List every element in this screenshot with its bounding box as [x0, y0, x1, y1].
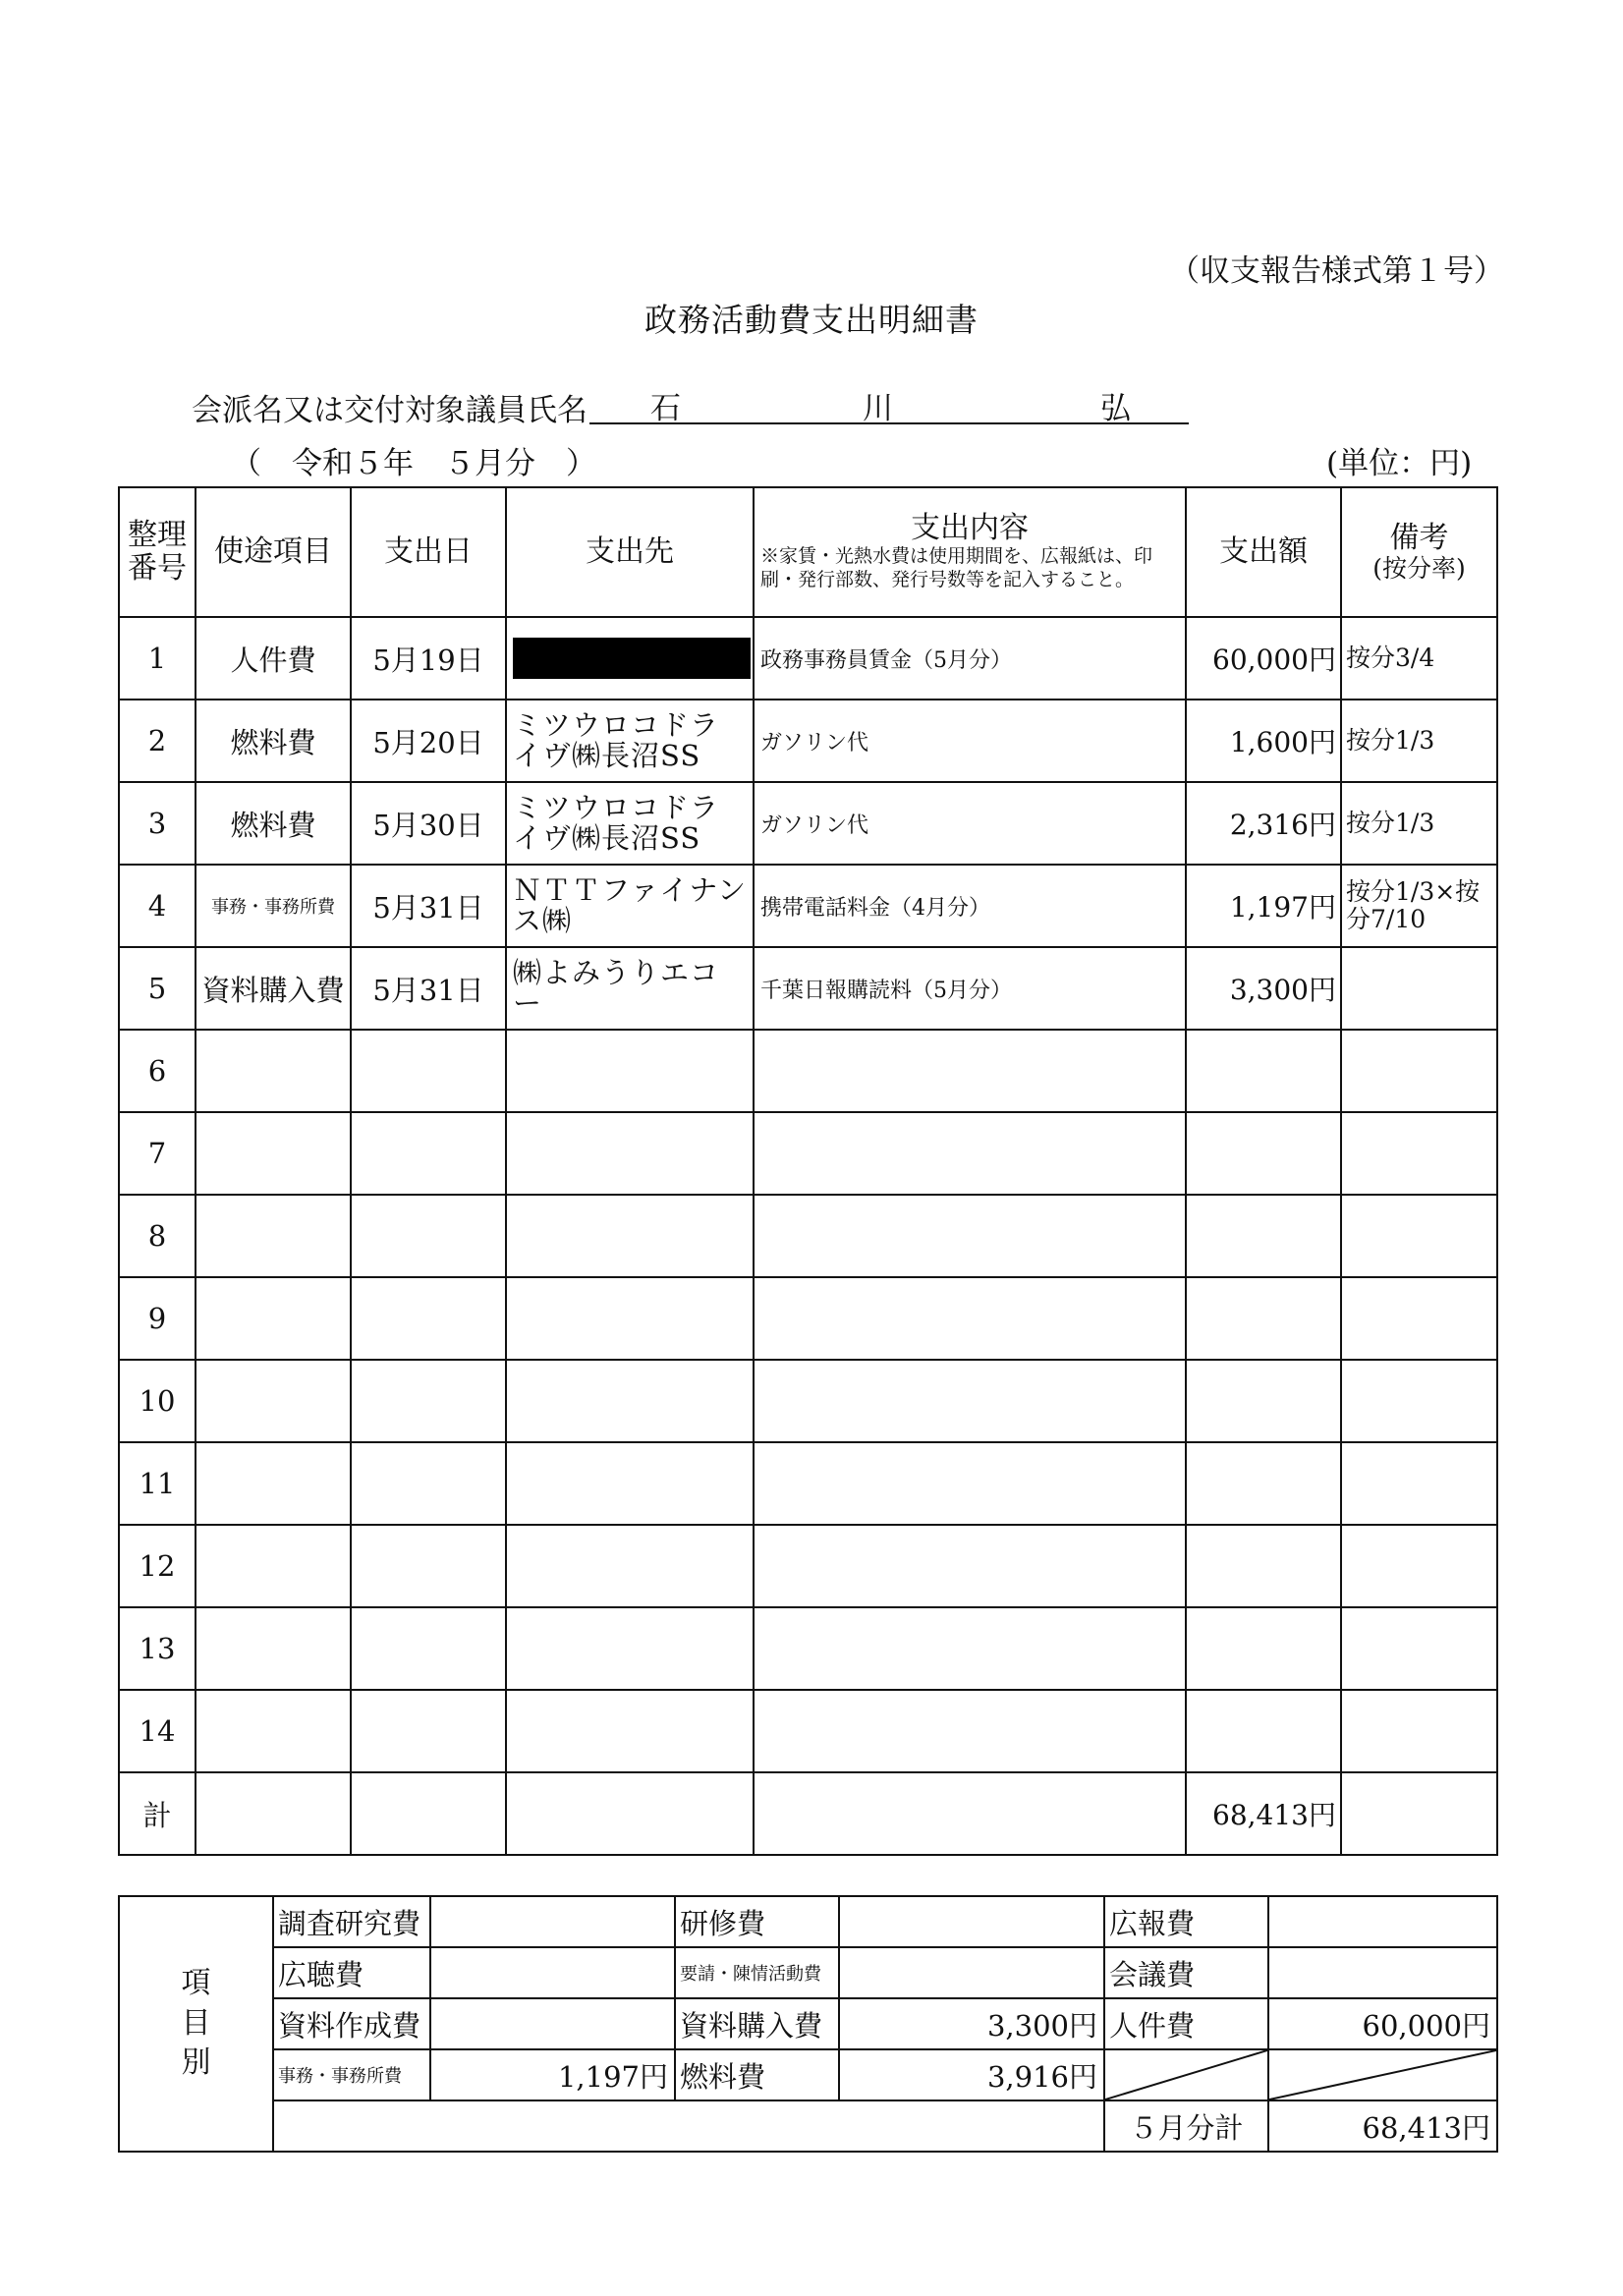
summary-row — [119, 1947, 1497, 1998]
header-amount: 支出額 — [1186, 487, 1341, 617]
month-total-value: 68,413円 — [1268, 2100, 1497, 2152]
row-amount: 1,600円 — [1186, 700, 1341, 782]
row-description — [754, 1442, 1186, 1525]
row-number: 8 — [119, 1195, 196, 1277]
row-description — [754, 1525, 1186, 1607]
row-category: 燃料費 — [196, 700, 351, 782]
row-number: 3 — [119, 782, 196, 865]
row-category — [196, 1030, 351, 1112]
table-row — [119, 782, 1497, 865]
row-note — [1341, 1195, 1497, 1277]
table-row — [119, 1030, 1497, 1112]
table-row — [119, 617, 1497, 700]
row-amount: 60,000円 — [1186, 617, 1341, 700]
summary-value — [430, 1896, 675, 1947]
row-category: 人件費 — [196, 617, 351, 700]
header-description-note: ※家賃・光熱水費は使用期間を、広報紙は、印刷・発行部数、発行号数等を記入すること。 — [760, 545, 1153, 590]
row-description — [754, 1690, 1186, 1772]
row-number: 14 — [119, 1690, 196, 1772]
table-cell — [196, 1772, 351, 1855]
row-date — [351, 1277, 506, 1360]
summary-value — [839, 1947, 1104, 1998]
summary-label: 会議費 — [1104, 1947, 1268, 1998]
summary-side-char: 項 — [181, 1966, 211, 2001]
row-date — [351, 1030, 506, 1112]
row-amount: 2,316円 — [1186, 782, 1341, 865]
expense-table — [118, 486, 1498, 1856]
member-name — [589, 383, 1189, 424]
table-row — [119, 700, 1497, 782]
row-category — [196, 1607, 351, 1690]
row-amount — [1186, 1607, 1341, 1690]
row-category — [196, 1360, 351, 1442]
row-category — [196, 1112, 351, 1195]
table-total-row — [119, 1772, 1497, 1855]
summary-label: 研修費 — [675, 1896, 839, 1947]
row-vendor: ミツウロコドライヴ㈱長沼SS — [506, 700, 754, 782]
table-row — [119, 1607, 1497, 1690]
row-amount — [1186, 1360, 1341, 1442]
row-description: ガソリン代 — [754, 782, 1186, 865]
month-total-label: ５月分計 — [1104, 2100, 1268, 2152]
row-amount — [1186, 1030, 1341, 1112]
summary-value — [430, 1998, 675, 2049]
diagonal-line — [1105, 2050, 1267, 2100]
table-row — [119, 865, 1497, 947]
row-number: 11 — [119, 1442, 196, 1525]
row-category — [196, 1525, 351, 1607]
reporting-period: （ 令和５年 ５月分 ） — [231, 446, 596, 481]
member-name-char: 弘 — [1100, 391, 1131, 426]
row-number: 10 — [119, 1360, 196, 1442]
category-summary-table — [118, 1895, 1498, 2153]
table-row — [119, 1442, 1497, 1525]
summary-side-char: 目 — [181, 2005, 211, 2041]
row-number: 5 — [119, 947, 196, 1030]
row-description — [754, 1195, 1186, 1277]
row-vendor — [506, 1690, 754, 1772]
summary-label: 要請・陳情活動費 — [675, 1947, 839, 1998]
row-note — [1341, 1607, 1497, 1690]
row-date — [351, 1442, 506, 1525]
row-amount — [1186, 1442, 1341, 1525]
member-name-char: 石 — [650, 391, 681, 426]
row-vendor: ㈱よみうりエコー — [506, 947, 754, 1030]
row-note: 按分1/3 — [1341, 782, 1497, 865]
row-date — [351, 1112, 506, 1195]
row-note — [1341, 1525, 1497, 1607]
summary-value — [839, 1896, 1104, 1947]
summary-side-label — [119, 1896, 273, 2152]
unit-label: (単位：円) — [1326, 446, 1473, 481]
row-vendor — [506, 1030, 754, 1112]
row-amount: 1,197円 — [1186, 865, 1341, 947]
header-description-title: 支出内容 — [911, 511, 1029, 546]
row-amount: 3,300円 — [1186, 947, 1341, 1030]
member-label: 会派名又は交付対象議員氏名 — [192, 393, 588, 428]
summary-label: 資料作成費 — [273, 1998, 430, 2049]
row-note — [1341, 1690, 1497, 1772]
summary-label: 広報費 — [1104, 1896, 1268, 1947]
table-cell — [1341, 1772, 1497, 1855]
row-note — [1341, 1360, 1497, 1442]
row-number: 1 — [119, 617, 196, 700]
total-amount: 68,413円 — [1186, 1772, 1341, 1855]
table-row — [119, 1360, 1497, 1442]
header-no: 整理番号 — [119, 487, 196, 617]
summary-row — [119, 1896, 1497, 1947]
summary-value — [1268, 1947, 1497, 1998]
row-date — [351, 1360, 506, 1442]
header-category: 使途項目 — [196, 487, 351, 617]
summary-total-row — [119, 2100, 1497, 2152]
row-category — [196, 1195, 351, 1277]
table-row — [119, 1112, 1497, 1195]
row-vendor: ＮＴＴファイナンス㈱ — [506, 865, 754, 947]
form-number: （収支報告様式第１号） — [1169, 253, 1504, 289]
header-date: 支出日 — [351, 487, 506, 617]
summary-label: 燃料費 — [675, 2049, 839, 2100]
row-description: 千葉日報購読料（5月分） — [754, 947, 1186, 1030]
table-row — [119, 947, 1497, 1030]
row-number: 7 — [119, 1112, 196, 1195]
summary-value — [430, 1947, 675, 1998]
row-note — [1341, 1277, 1497, 1360]
row-amount — [1186, 1277, 1341, 1360]
summary-value: 3,300円 — [839, 1998, 1104, 2049]
row-number: 2 — [119, 700, 196, 782]
row-category — [196, 1442, 351, 1525]
row-vendor: ミツウロコドライヴ㈱長沼SS — [506, 782, 754, 865]
row-note — [1341, 1030, 1497, 1112]
row-number: 9 — [119, 1277, 196, 1360]
row-vendor — [506, 1112, 754, 1195]
row-date: 5月19日 — [351, 617, 506, 700]
table-header-row — [119, 487, 1497, 617]
row-amount — [1186, 1690, 1341, 1772]
table-cell — [754, 1772, 1186, 1855]
row-note: 按分1/3 — [1341, 700, 1497, 782]
row-date — [351, 1690, 506, 1772]
table-cell — [506, 1772, 754, 1855]
row-vendor — [506, 1607, 754, 1690]
row-date: 5月30日 — [351, 782, 506, 865]
table-row — [119, 1277, 1497, 1360]
diagonal-line — [1269, 2050, 1496, 2100]
row-note — [1341, 1442, 1497, 1525]
table-row — [119, 1690, 1497, 1772]
row-category: 事務・事務所費 — [196, 865, 351, 947]
total-label: 計 — [119, 1772, 196, 1855]
row-date — [351, 1525, 506, 1607]
row-amount — [1186, 1525, 1341, 1607]
header-note-sub: (按分率) — [1372, 553, 1466, 583]
row-category: 資料購入費 — [196, 947, 351, 1030]
header-note — [1341, 487, 1497, 617]
row-vendor — [506, 1360, 754, 1442]
table-row — [119, 1195, 1497, 1277]
slash-cell — [1268, 2049, 1497, 2100]
summary-row — [119, 1998, 1497, 2049]
summary-value: 60,000円 — [1268, 1998, 1497, 2049]
row-description — [754, 1112, 1186, 1195]
row-description: ガソリン代 — [754, 700, 1186, 782]
row-amount — [1186, 1195, 1341, 1277]
header-note-title: 備考 — [1389, 521, 1449, 556]
table-cell — [351, 1772, 506, 1855]
page-title: 政務活動費支出明細書 — [644, 301, 979, 339]
summary-label: 人件費 — [1104, 1998, 1268, 2049]
row-description — [754, 1030, 1186, 1112]
redaction-block — [513, 638, 751, 679]
summary-value: 3,916円 — [839, 2049, 1104, 2100]
row-number: 4 — [119, 865, 196, 947]
summary-label: 調査研究費 — [273, 1896, 430, 1947]
row-description: 携帯電話料金（4月分） — [754, 865, 1186, 947]
row-description — [754, 1360, 1186, 1442]
summary-label: 資料購入費 — [675, 1998, 839, 2049]
slash-cell — [1104, 2049, 1268, 2100]
row-number: 12 — [119, 1525, 196, 1607]
summary-label: 広聴費 — [273, 1947, 430, 1998]
row-category — [196, 1277, 351, 1360]
summary-side-char: 別 — [181, 2045, 211, 2081]
row-note — [1341, 1112, 1497, 1195]
row-date — [351, 1195, 506, 1277]
table-row — [119, 1525, 1497, 1607]
row-number: 13 — [119, 1607, 196, 1690]
summary-label: 事務・事務所費 — [273, 2049, 430, 2100]
row-description: 政務事務員賃金（5月分） — [754, 617, 1186, 700]
row-number: 6 — [119, 1030, 196, 1112]
row-note: 按分3/4 — [1341, 617, 1497, 700]
summary-row — [119, 2049, 1497, 2100]
table-body — [119, 617, 1497, 1772]
row-category: 燃料費 — [196, 782, 351, 865]
row-vendor — [506, 1277, 754, 1360]
row-date: 5月20日 — [351, 700, 506, 782]
member-name-char: 川 — [863, 391, 893, 426]
row-vendor — [506, 617, 754, 700]
header-description — [754, 487, 1186, 617]
summary-value — [1268, 1896, 1497, 1947]
row-description — [754, 1607, 1186, 1690]
row-date: 5月31日 — [351, 947, 506, 1030]
row-amount — [1186, 1112, 1341, 1195]
summary-blank-cell — [273, 2100, 1104, 2152]
row-description — [754, 1277, 1186, 1360]
row-vendor — [506, 1442, 754, 1525]
row-category — [196, 1690, 351, 1772]
row-vendor — [506, 1195, 754, 1277]
header-vendor: 支出先 — [506, 487, 754, 617]
row-vendor — [506, 1525, 754, 1607]
row-date — [351, 1607, 506, 1690]
row-date: 5月31日 — [351, 865, 506, 947]
summary-value: 1,197円 — [430, 2049, 675, 2100]
row-note: 按分1/3×按分7/10 — [1341, 865, 1497, 947]
row-note — [1341, 947, 1497, 1030]
